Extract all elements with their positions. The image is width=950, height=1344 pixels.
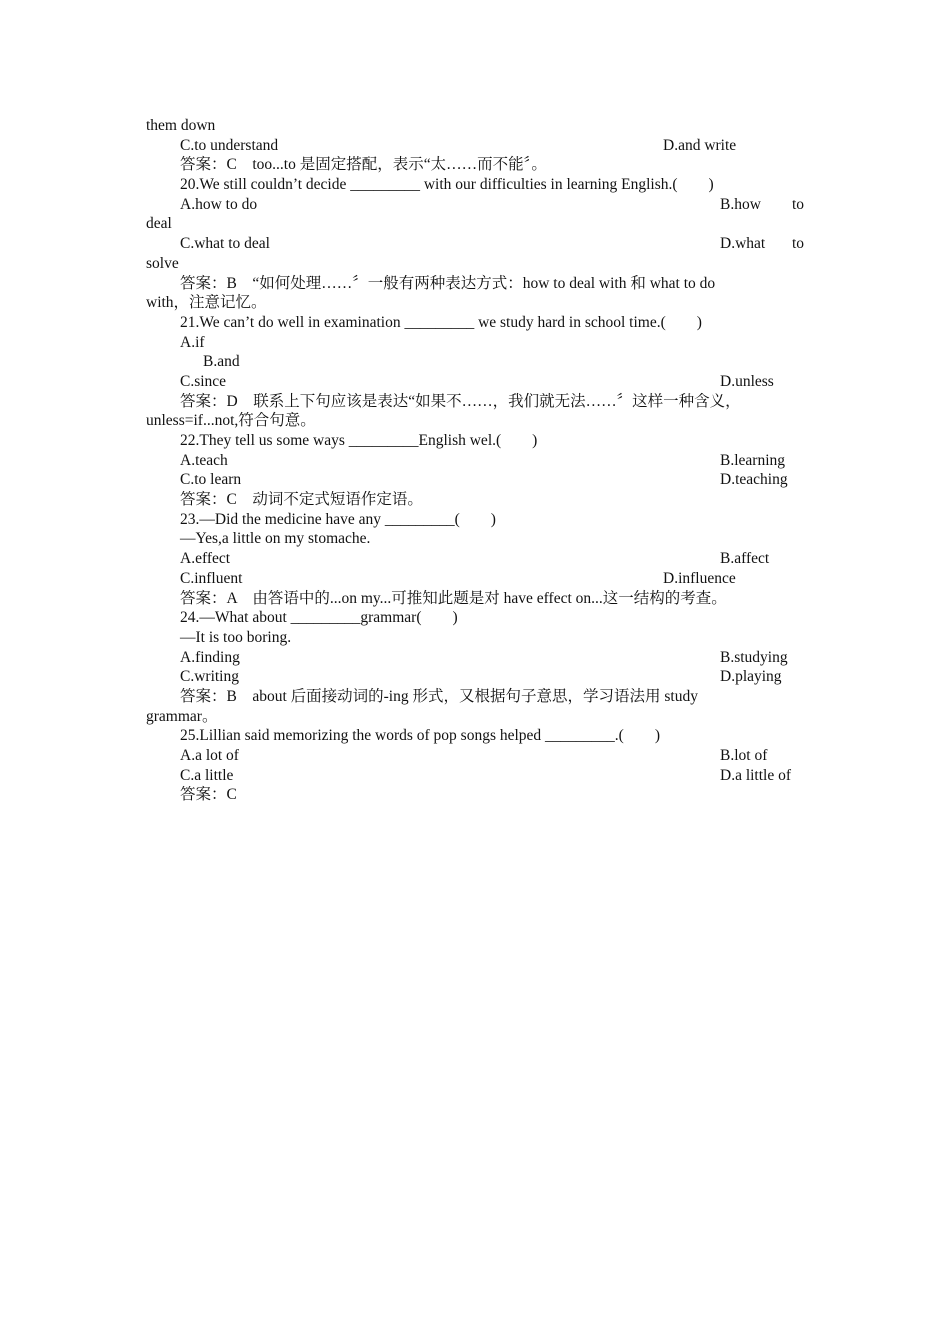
answer-line-cont: with，注意记忆。 <box>146 294 267 312</box>
option-d-cont: to <box>792 235 805 253</box>
options-row <box>146 549 806 569</box>
option-d: D.playing <box>720 668 782 686</box>
options-row <box>146 195 806 215</box>
option-d: D.unless <box>720 372 774 390</box>
document-page <box>146 116 806 805</box>
options-row <box>146 136 806 156</box>
option-b: B.how <box>720 195 761 213</box>
option-d: D.a little of <box>720 766 792 784</box>
option-d: D.what <box>720 235 766 253</box>
option-a: A.effect <box>180 550 231 568</box>
options-row <box>146 372 806 392</box>
options-row <box>146 667 806 687</box>
option-c: C.writing <box>180 668 239 686</box>
option-d: D.teaching <box>720 471 788 489</box>
option-d: D.and write <box>663 136 737 154</box>
option-c: C.since <box>180 372 227 390</box>
text-line: them down <box>146 117 216 134</box>
options-row <box>146 451 806 471</box>
answer-line: 答案：A 由答语中的...on my...可推知此题是对 have effect on...这一结构的考查。 <box>180 589 727 607</box>
option-d: D.influence <box>663 569 736 587</box>
option-b-cont: to <box>792 195 805 213</box>
text-line: deal <box>146 215 172 233</box>
options-row <box>146 569 806 589</box>
options-row <box>146 470 806 490</box>
text-line: solve <box>146 254 179 272</box>
option-b: B.lot of <box>720 747 768 764</box>
option-c: C.to learn <box>180 471 242 489</box>
question-25: 25.Lillian said memorizing the words of pop songs helped _________.( ) <box>180 727 661 745</box>
question-21: 21.We can’t do well in examination _________ we study hard in school time.( ) <box>180 313 702 331</box>
option-a: A.teach <box>180 451 228 469</box>
question-20: 20.We still couldn’t decide _________ with our difficulties in learning English.( ) <box>180 176 714 194</box>
reply-line: —It is too boring. <box>180 628 292 646</box>
reply-line: —Yes,a little on my stomache. <box>180 530 371 548</box>
answer-line: 答案：C too...to 是固定搭配，表示“太……而不能〞。 <box>180 156 547 174</box>
answer-line: 答案：C 动词不定式短语作定语。 <box>180 491 423 509</box>
options-row <box>146 648 806 668</box>
option-a: A.finding <box>180 648 240 666</box>
option-a: A.a lot of <box>180 747 239 764</box>
option-c: C.influent <box>180 569 243 587</box>
option-a: A.how to do <box>180 195 258 213</box>
answer-line: 答案：C <box>180 786 237 804</box>
option-c: C.to understand <box>180 136 279 154</box>
option-b: B.affect <box>720 550 770 568</box>
options-row <box>146 234 806 254</box>
answer-line: 答案：B “如何处理……〞一般有两种表达方式：how to deal with 和 what to do <box>180 274 716 292</box>
options-row <box>146 766 806 786</box>
answer-line-cont: unless=if...not,符合句意。 <box>146 412 316 430</box>
option-b: B.studying <box>720 648 788 666</box>
question-23: 23.—Did the medicine have any _________( ) <box>180 510 496 528</box>
answer-line-cont: grammar。 <box>146 707 218 725</box>
option-b: B.learning <box>720 451 785 469</box>
option-c: C.what to deal <box>180 235 270 253</box>
question-22: 22.They tell us some ways _________English wel.( ) <box>180 432 538 449</box>
question-24: 24.—What about _________grammar( ) <box>180 609 458 627</box>
options-row <box>146 746 806 766</box>
option-b: B.and <box>203 353 240 371</box>
answer-line: 答案：B about 后面接动词的-ing 形式，又根据句子意思，学习语法用 study <box>180 687 698 705</box>
option-c: C.a little <box>180 766 234 784</box>
answer-line: 答案：D 联系上下句应该是表达“如果不……，我们就无法……〞这样一种含义， <box>180 392 741 410</box>
option-a: A.if <box>180 333 205 351</box>
